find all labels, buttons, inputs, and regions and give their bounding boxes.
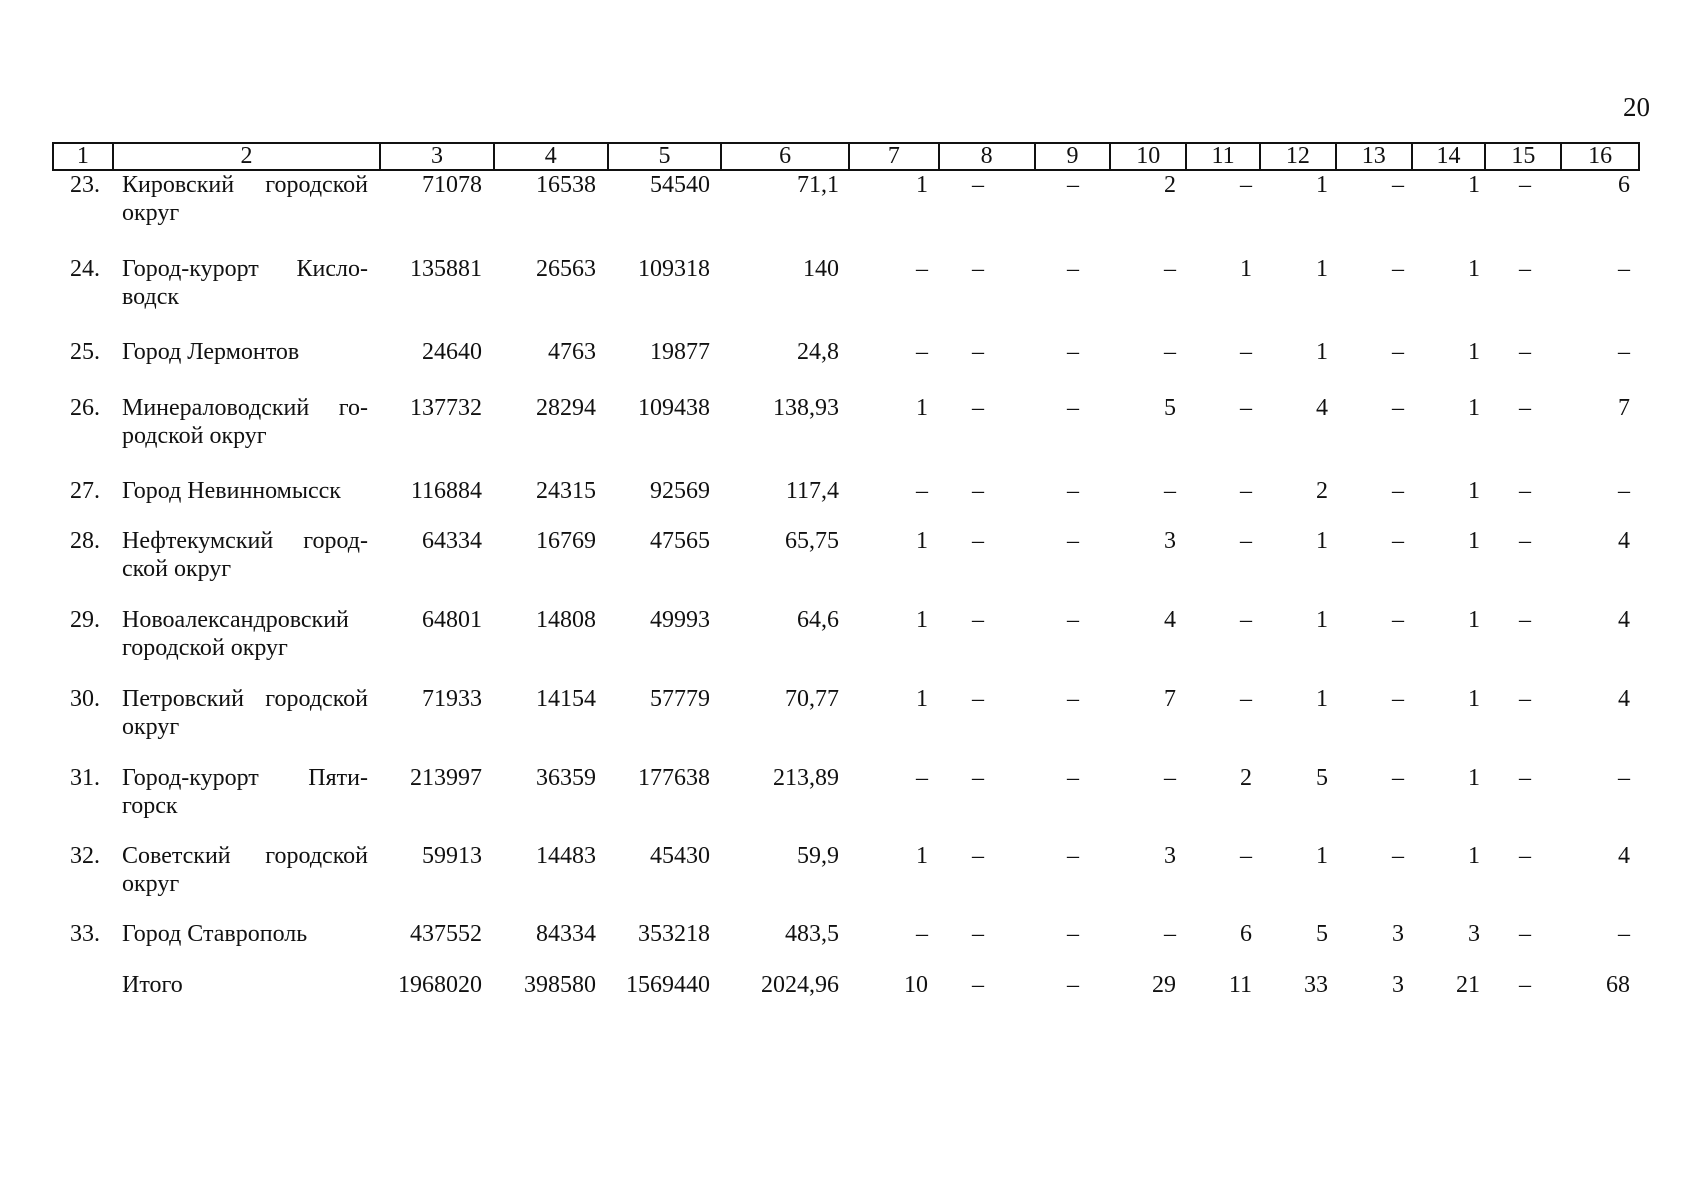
cell-col3: 116884 bbox=[410, 478, 482, 504]
cell-col15: – bbox=[1519, 395, 1531, 421]
cell-col9: – bbox=[1067, 607, 1079, 633]
row-name: Нефтекумский город-ской округ bbox=[122, 528, 368, 582]
cell-col3: 437552 bbox=[410, 921, 482, 947]
cell-col13: – bbox=[1392, 395, 1404, 421]
cell-col12: 1 bbox=[1316, 528, 1328, 554]
cell-col7: – bbox=[916, 339, 928, 365]
cell-col4: 14483 bbox=[536, 843, 596, 869]
cell-col7: – bbox=[916, 256, 928, 282]
cell-col4: 28294 bbox=[536, 395, 596, 421]
cell-col12: 5 bbox=[1316, 921, 1328, 947]
cell-col3: 71078 bbox=[422, 172, 482, 198]
cell-col4: 14808 bbox=[536, 607, 596, 633]
cell-col16: 7 bbox=[1618, 395, 1630, 421]
header-cell-2: 2 bbox=[114, 144, 381, 169]
cell-col3: 135881 bbox=[410, 256, 482, 282]
cell-col16: 4 bbox=[1618, 686, 1630, 712]
row-number: 29. bbox=[70, 607, 100, 633]
cell-col4: 16769 bbox=[536, 528, 596, 554]
cell-col10: – bbox=[1164, 256, 1176, 282]
header-cell-15: 15 bbox=[1486, 144, 1562, 169]
cell-col11: 1 bbox=[1240, 256, 1252, 282]
cell-col4: 4763 bbox=[548, 339, 596, 365]
cell-col11: 6 bbox=[1240, 921, 1252, 947]
cell-col15: – bbox=[1519, 843, 1531, 869]
cell-col10: 29 bbox=[1152, 972, 1176, 998]
cell-col9: – bbox=[1067, 765, 1079, 791]
cell-col10: – bbox=[1164, 339, 1176, 365]
cell-col12: 1 bbox=[1316, 843, 1328, 869]
row-name: Город Невинномысск bbox=[122, 478, 341, 504]
header-cell-3: 3 bbox=[381, 144, 495, 169]
cell-col5: 109438 bbox=[638, 395, 710, 421]
cell-col13: – bbox=[1392, 686, 1404, 712]
cell-col8: – bbox=[972, 765, 984, 791]
cell-col15: – bbox=[1519, 172, 1531, 198]
cell-col13: – bbox=[1392, 172, 1404, 198]
cell-col13: – bbox=[1392, 607, 1404, 633]
cell-col6: 65,75 bbox=[785, 528, 839, 554]
cell-col3: 24640 bbox=[422, 339, 482, 365]
cell-col16: – bbox=[1618, 765, 1630, 791]
cell-col3: 1968020 bbox=[398, 972, 482, 998]
cell-col5: 1569440 bbox=[626, 972, 710, 998]
cell-col14: 1 bbox=[1468, 339, 1480, 365]
cell-col12: 1 bbox=[1316, 172, 1328, 198]
cell-col7: – bbox=[916, 478, 928, 504]
cell-col9: – bbox=[1067, 395, 1079, 421]
cell-col13: – bbox=[1392, 765, 1404, 791]
row-name: Новоалександровский городской округ bbox=[122, 607, 349, 661]
cell-col12: 1 bbox=[1316, 686, 1328, 712]
row-number: 27. bbox=[70, 478, 100, 504]
row-name: Город Лермонтов bbox=[122, 339, 300, 365]
header-cell-6: 6 bbox=[722, 144, 850, 169]
header-cell-10: 10 bbox=[1111, 144, 1187, 169]
cell-col7: – bbox=[916, 765, 928, 791]
cell-col15: – bbox=[1519, 921, 1531, 947]
cell-col14: 1 bbox=[1468, 256, 1480, 282]
cell-col16: – bbox=[1618, 921, 1630, 947]
cell-col10: 4 bbox=[1164, 607, 1176, 633]
cell-col12: 1 bbox=[1316, 256, 1328, 282]
cell-col8: – bbox=[972, 395, 984, 421]
cell-col8: – bbox=[972, 843, 984, 869]
cell-col11: – bbox=[1240, 843, 1252, 869]
cell-col10: – bbox=[1164, 921, 1176, 947]
cell-col11: – bbox=[1240, 528, 1252, 554]
cell-col3: 64334 bbox=[422, 528, 482, 554]
header-cell-9: 9 bbox=[1036, 144, 1112, 169]
cell-col6: 59,9 bbox=[797, 843, 839, 869]
cell-col9: – bbox=[1067, 843, 1079, 869]
cell-col16: 68 bbox=[1606, 972, 1630, 998]
header-cell-12: 12 bbox=[1261, 144, 1337, 169]
cell-col4: 24315 bbox=[536, 478, 596, 504]
cell-col6: 70,77 bbox=[785, 686, 839, 712]
cell-col13: – bbox=[1392, 339, 1404, 365]
cell-col11: – bbox=[1240, 172, 1252, 198]
cell-col5: 92569 bbox=[650, 478, 710, 504]
cell-col16: – bbox=[1618, 256, 1630, 282]
cell-col15: – bbox=[1519, 256, 1531, 282]
cell-col3: 213997 bbox=[410, 765, 482, 791]
cell-col8: – bbox=[972, 172, 984, 198]
cell-col4: 26563 bbox=[536, 256, 596, 282]
cell-col3: 64801 bbox=[422, 607, 482, 633]
cell-col6: 2024,96 bbox=[761, 972, 839, 998]
cell-col3: 71933 bbox=[422, 686, 482, 712]
cell-col12: 33 bbox=[1304, 972, 1328, 998]
cell-col7: 10 bbox=[904, 972, 928, 998]
cell-col16: – bbox=[1618, 339, 1630, 365]
cell-col7: 1 bbox=[916, 607, 928, 633]
cell-col7: 1 bbox=[916, 843, 928, 869]
cell-col16: 4 bbox=[1618, 843, 1630, 869]
row-name: Город Ставрополь bbox=[122, 921, 308, 947]
cell-col9: – bbox=[1067, 528, 1079, 554]
cell-col5: 19877 bbox=[650, 339, 710, 365]
cell-col14: 3 bbox=[1468, 921, 1480, 947]
cell-col6: 64,6 bbox=[797, 607, 839, 633]
row-name: Петровский городской округ bbox=[122, 686, 368, 740]
cell-col5: 54540 bbox=[650, 172, 710, 198]
cell-col5: 353218 bbox=[638, 921, 710, 947]
header-cell-8: 8 bbox=[940, 144, 1036, 169]
cell-col14: 1 bbox=[1468, 478, 1480, 504]
cell-col15: – bbox=[1519, 607, 1531, 633]
cell-col14: 1 bbox=[1468, 528, 1480, 554]
cell-col10: 2 bbox=[1164, 172, 1176, 198]
cell-col9: – bbox=[1067, 172, 1079, 198]
cell-col7: 1 bbox=[916, 686, 928, 712]
row-number: 28. bbox=[70, 528, 100, 554]
cell-col12: 1 bbox=[1316, 607, 1328, 633]
cell-col4: 398580 bbox=[524, 972, 596, 998]
cell-col3: 59913 bbox=[422, 843, 482, 869]
cell-col9: – bbox=[1067, 256, 1079, 282]
header-cell-7: 7 bbox=[850, 144, 940, 169]
cell-col6: 483,5 bbox=[785, 921, 839, 947]
header-cell-11: 11 bbox=[1187, 144, 1261, 169]
cell-col11: – bbox=[1240, 686, 1252, 712]
cell-col16: 6 bbox=[1618, 172, 1630, 198]
row-number: 32. bbox=[70, 843, 100, 869]
cell-col9: – bbox=[1067, 921, 1079, 947]
header-cell-16: 16 bbox=[1588, 144, 1613, 169]
cell-col11: – bbox=[1240, 478, 1252, 504]
cell-col7: 1 bbox=[916, 172, 928, 198]
row-number: 23. bbox=[70, 172, 100, 198]
cell-col4: 84334 bbox=[536, 921, 596, 947]
cell-col7: – bbox=[916, 921, 928, 947]
cell-col6: 71,1 bbox=[797, 172, 839, 198]
page-number: 20 bbox=[1623, 92, 1650, 122]
cell-col14: 1 bbox=[1468, 172, 1480, 198]
cell-col15: – bbox=[1519, 686, 1531, 712]
cell-col7: 1 bbox=[916, 395, 928, 421]
header-cell-4: 4 bbox=[495, 144, 609, 169]
cell-col12: 2 bbox=[1316, 478, 1328, 504]
cell-col12: 4 bbox=[1316, 395, 1328, 421]
cell-col11: 11 bbox=[1228, 972, 1252, 998]
cell-col8: – bbox=[972, 972, 984, 998]
cell-col9: – bbox=[1067, 972, 1079, 998]
cell-col8: – bbox=[972, 478, 984, 504]
cell-col15: – bbox=[1519, 339, 1531, 365]
cell-col13: 3 bbox=[1392, 972, 1404, 998]
cell-col10: – bbox=[1164, 478, 1176, 504]
cell-col14: 1 bbox=[1468, 686, 1480, 712]
cell-col15: – bbox=[1519, 528, 1531, 554]
cell-col8: – bbox=[972, 256, 984, 282]
cell-col16: – bbox=[1618, 478, 1630, 504]
cell-col5: 49993 bbox=[650, 607, 710, 633]
cell-col8: – bbox=[972, 339, 984, 365]
cell-col6: 213,89 bbox=[773, 765, 839, 791]
cell-col5: 109318 bbox=[638, 256, 710, 282]
header-cell-14: 14 bbox=[1413, 144, 1487, 169]
cell-col14: 21 bbox=[1456, 972, 1480, 998]
cell-col9: – bbox=[1067, 686, 1079, 712]
cell-col14: 1 bbox=[1468, 607, 1480, 633]
cell-col11: – bbox=[1240, 339, 1252, 365]
row-number: 30. bbox=[70, 686, 100, 712]
cell-col10: 5 bbox=[1164, 395, 1176, 421]
cell-col8: – bbox=[972, 921, 984, 947]
cell-col13: – bbox=[1392, 478, 1404, 504]
header-cell-1: 1 bbox=[54, 144, 114, 169]
cell-col5: 57779 bbox=[650, 686, 710, 712]
cell-col9: – bbox=[1067, 339, 1079, 365]
cell-col7: 1 bbox=[916, 528, 928, 554]
cell-col4: 14154 bbox=[536, 686, 596, 712]
cell-col10: 3 bbox=[1164, 843, 1176, 869]
cell-col13: – bbox=[1392, 843, 1404, 869]
cell-col12: 1 bbox=[1316, 339, 1328, 365]
cell-col10: 7 bbox=[1164, 686, 1176, 712]
cell-col10: – bbox=[1164, 765, 1176, 791]
cell-col5: 177638 bbox=[638, 765, 710, 791]
cell-col16: 4 bbox=[1618, 528, 1630, 554]
cell-col5: 47565 bbox=[650, 528, 710, 554]
cell-col11: 2 bbox=[1240, 765, 1252, 791]
row-name: Кировский городской округ bbox=[122, 172, 368, 226]
row-number: 24. bbox=[70, 256, 100, 282]
cell-col4: 36359 bbox=[536, 765, 596, 791]
row-name: Итого bbox=[122, 972, 183, 998]
cell-col6: 138,93 bbox=[773, 395, 839, 421]
cell-col13: – bbox=[1392, 528, 1404, 554]
cell-col15: – bbox=[1519, 765, 1531, 791]
cell-col8: – bbox=[972, 607, 984, 633]
cell-col8: – bbox=[972, 686, 984, 712]
cell-col9: – bbox=[1067, 478, 1079, 504]
row-name: Город-курорт Пяти-горск bbox=[122, 765, 368, 819]
cell-col11: – bbox=[1240, 607, 1252, 633]
cell-col5: 45430 bbox=[650, 843, 710, 869]
row-name: Советский городской округ bbox=[122, 843, 368, 897]
table-header bbox=[52, 142, 1640, 171]
cell-col14: 1 bbox=[1468, 843, 1480, 869]
cell-col13: 3 bbox=[1392, 921, 1404, 947]
row-number: 33. bbox=[70, 921, 100, 947]
cell-col8: – bbox=[972, 528, 984, 554]
cell-col15: – bbox=[1519, 972, 1531, 998]
cell-col6: 140 bbox=[803, 256, 839, 282]
cell-col10: 3 bbox=[1164, 528, 1176, 554]
header-cell-5: 5 bbox=[609, 144, 723, 169]
cell-col4: 16538 bbox=[536, 172, 596, 198]
cell-col6: 117,4 bbox=[785, 478, 839, 504]
header-cell-13: 13 bbox=[1337, 144, 1413, 169]
row-number: 31. bbox=[70, 765, 100, 791]
row-name: Город-курорт Кисло-водск bbox=[122, 256, 368, 310]
cell-col14: 1 bbox=[1468, 765, 1480, 791]
cell-col11: – bbox=[1240, 395, 1252, 421]
cell-col15: – bbox=[1519, 478, 1531, 504]
cell-col6: 24,8 bbox=[797, 339, 839, 365]
row-number: 25. bbox=[70, 339, 100, 365]
row-name: Минераловодский го-родской округ bbox=[122, 395, 368, 449]
cell-col13: – bbox=[1392, 256, 1404, 282]
cell-col14: 1 bbox=[1468, 395, 1480, 421]
cell-col12: 5 bbox=[1316, 765, 1328, 791]
cell-col3: 137732 bbox=[410, 395, 482, 421]
row-number: 26. bbox=[70, 395, 100, 421]
cell-col16: 4 bbox=[1618, 607, 1630, 633]
